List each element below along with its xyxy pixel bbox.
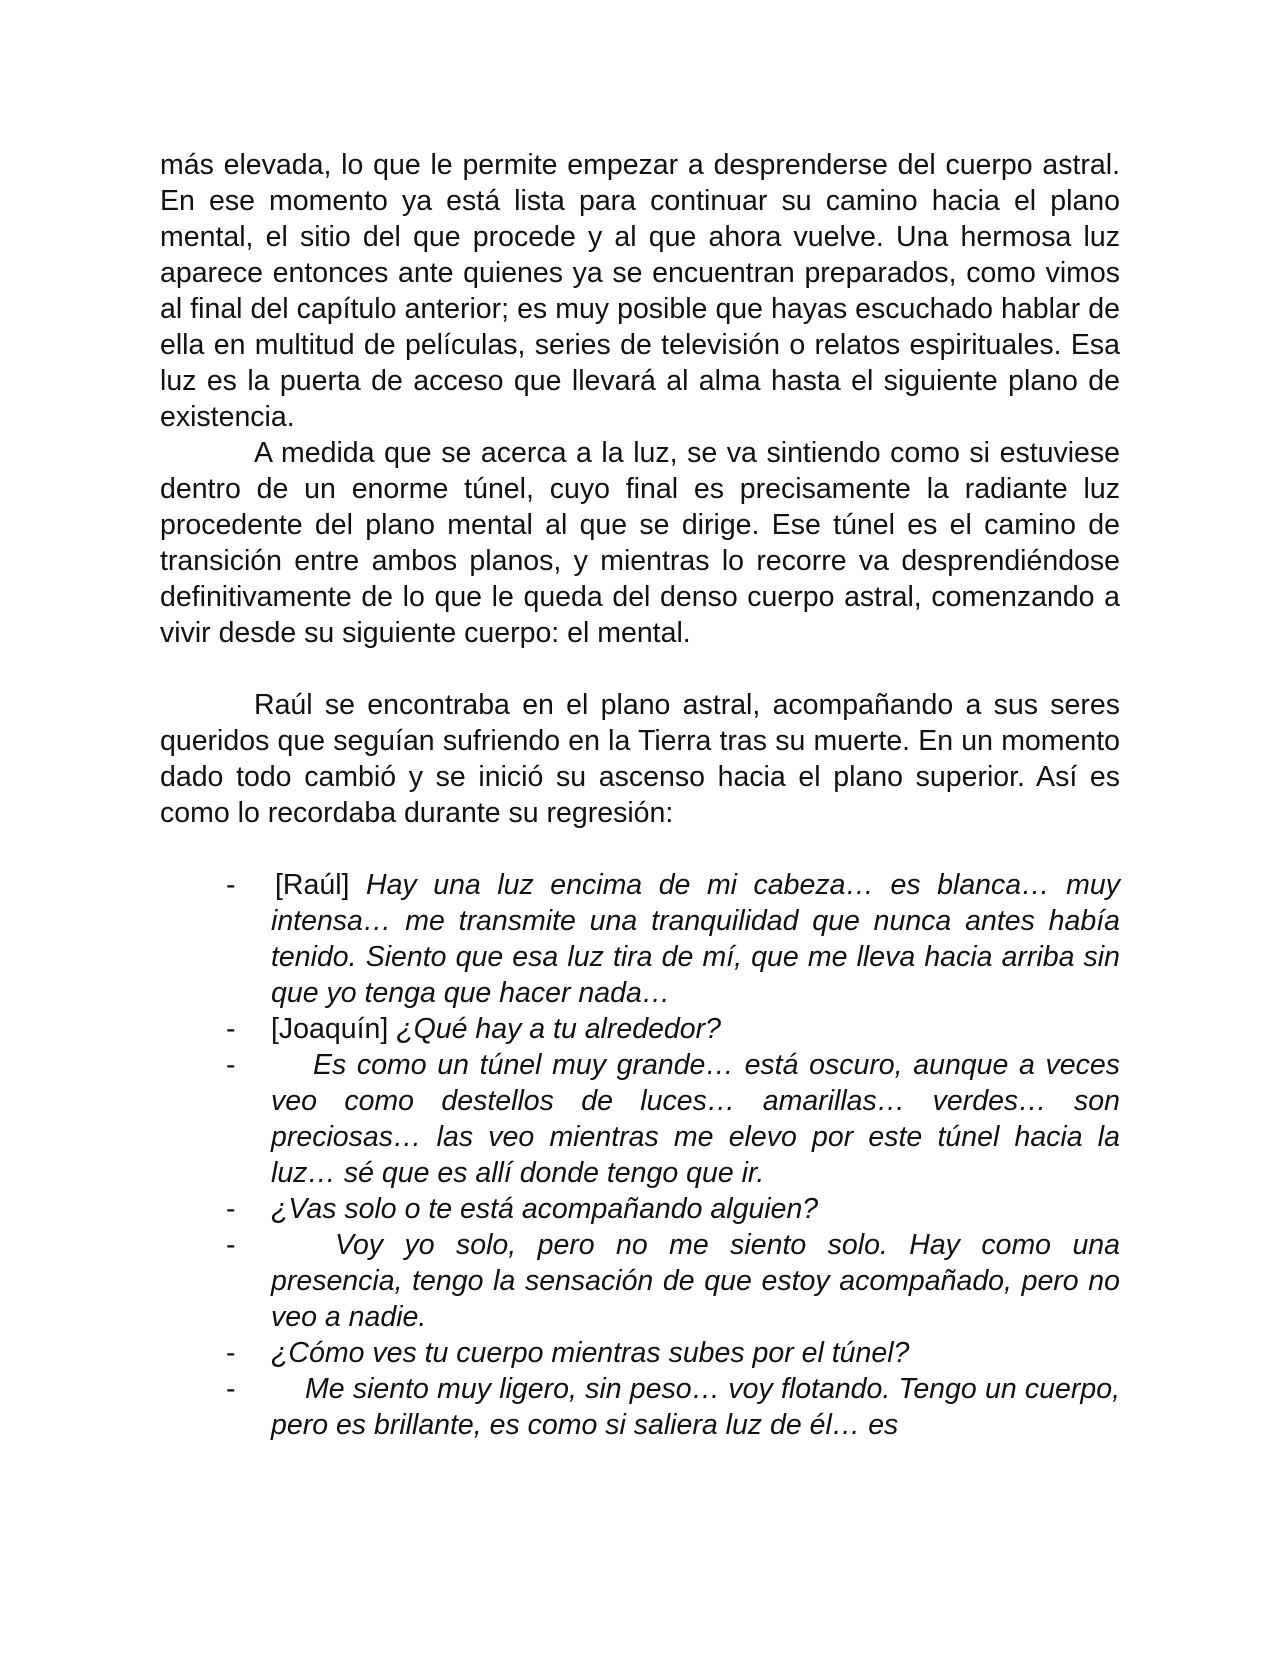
list-dash: - [226,1049,236,1081]
dialogue-item [160,1227,1120,1335]
document-page [160,147,1120,1443]
paragraph-2: A medida que se acerca a la luz, se va sintiendo como si estuviese dentro de un enorme túnel, cuyo final es precisamente la radiante luz procedente del plano mental al que se dirige. Ese túnel es el camino de transición entre ambos planos, y mientras lo recorre va desprendiéndose definitivamente de lo que le queda del denso cuerpo astral, comenzando a vivir desde su siguiente cuerpo: el mental. [160,437,1120,649]
list-dash: - [226,1013,236,1045]
dialogue-text: ¿Vas solo o te está acompañando alguien? [271,1193,819,1225]
list-dash: - [226,1337,236,1369]
dialogue-text: ¿Cómo ves tu cuerpo mientras subes por el túnel? [271,1337,910,1369]
list-dash: - [226,1229,236,1261]
dialogue-item [160,867,1120,1011]
dialogue-item [160,1047,1120,1191]
dialogue-text: Es como un túnel muy grande… está oscuro, aunque a veces veo como destellos de luces… amarillas… verdes… son preciosas… las veo mientras me elevo por este túnel hacia la luz… sé que es allí donde tengo que ir. [271,1049,1120,1189]
dialogue-item [160,1371,1120,1443]
dialogue-item [160,1011,1120,1047]
dialogue-text: ¿Qué hay a tu alrededor? [396,1013,721,1045]
paragraph-3: Raúl se encontraba en el plano astral, acompañando a sus seres queridos que seguían sufriendo en la Tierra tras su muerte. En un momento dado todo cambió y se inició su ascenso hacia el plano superior. Así es como lo recordaba durante su regresión: [160,689,1120,829]
speaker-label: [Joaquín] [271,1013,397,1045]
dialogue-item [160,1191,1120,1227]
list-dash: - [226,1193,236,1225]
list-dash: - [226,1373,236,1405]
dialogue-item [160,1335,1120,1371]
dialogue-text: Hay una luz encima de mi cabeza… es blanca… muy intensa… me transmite una tranquilidad que nunca antes había tenido. Siento que esa luz tira de mí, que me lleva hacia arriba sin que yo tenga que hacer nada… [271,869,1120,1009]
paragraph-1: más elevada, lo que le permite empezar a desprenderse del cuerpo astral. En ese momento ya está lista para continuar su camino hacia el plano mental, el sitio del que procede y al que ahora vuelve. Una hermosa luz aparece entonces ante quienes ya se encuentran preparados, como vimos al final del capítulo anterior; es muy posible que hayas escuchado hablar de ella en multitud de películas, series de televisión o relatos espirituales. Esa luz es la puerta de acceso que llevará al alma hasta el siguiente plano de existencia. [160,149,1120,433]
list-dash: - [226,869,236,901]
dialogue-text: Me siento muy ligero, sin peso… voy flotando. Tengo un cuerpo, pero es brillante, es como si saliera luz de él… es [271,1373,1120,1441]
speaker-label: [Raúl] [275,869,366,901]
dialogue-list [160,867,1120,1443]
dialogue-text: Voy yo solo, pero no me siento solo. Hay como una presencia, tengo la sensación de que estoy acompañado, pero no veo a nadie. [271,1229,1120,1333]
